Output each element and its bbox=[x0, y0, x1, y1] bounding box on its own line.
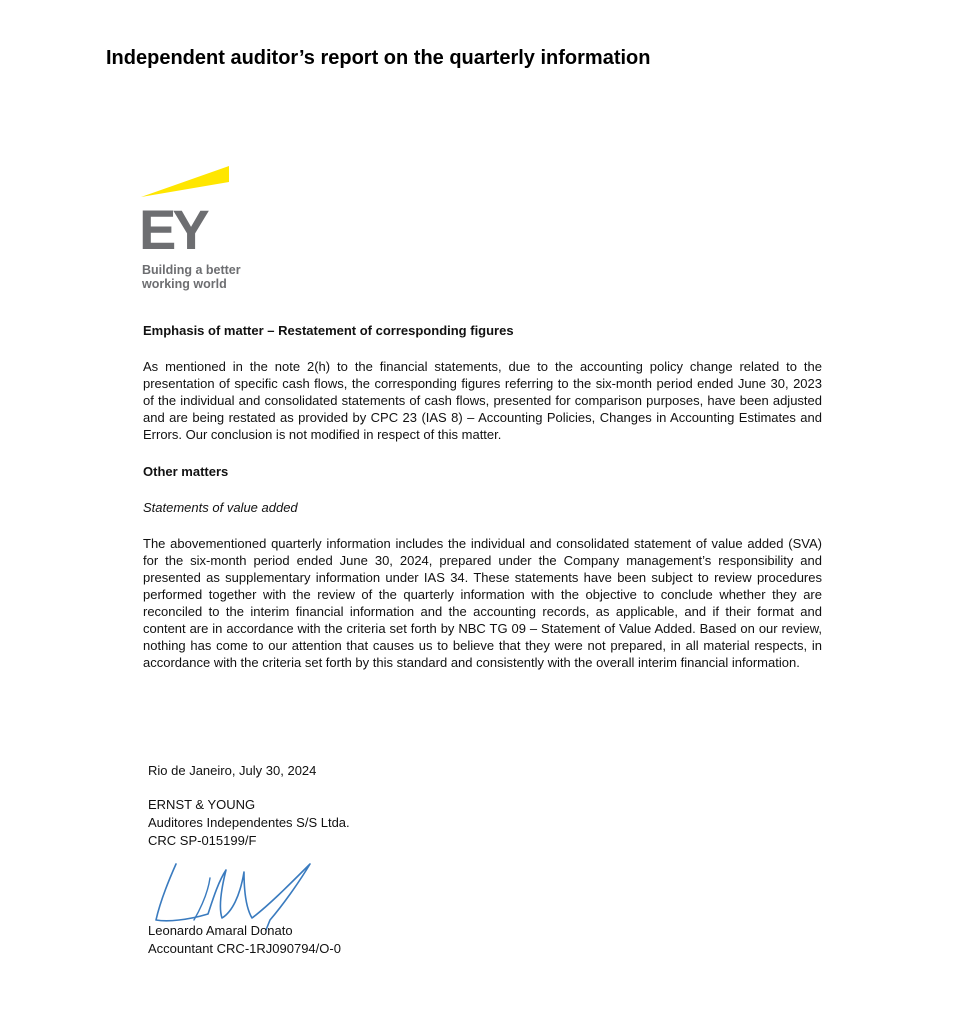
page-title: Independent auditor’s report on the quarterly information bbox=[106, 47, 651, 69]
place-date: Rio de Janeiro, July 30, 2024 bbox=[148, 763, 317, 778]
signer-block bbox=[148, 922, 341, 958]
sva-subheading: Statements of value added bbox=[143, 500, 298, 515]
ey-logo-letters: EY bbox=[139, 198, 206, 261]
emphasis-heading: Emphasis of matter – Restatement of corresponding figures bbox=[143, 323, 514, 338]
firm-name: ERNST & YOUNG bbox=[148, 797, 256, 812]
other-matters-heading: Other matters bbox=[143, 464, 229, 479]
firm-registration: CRC SP-015199/F bbox=[148, 833, 257, 848]
closing-block bbox=[148, 762, 350, 850]
ey-logo bbox=[141, 165, 261, 295]
report-body bbox=[143, 322, 822, 671]
ey-tagline-line-1: Building a better bbox=[142, 263, 241, 277]
ey-logo-tagline bbox=[142, 263, 241, 291]
firm-legal-name: Auditores Independentes S/S Ltda. bbox=[148, 815, 350, 830]
ey-logo-bar-icon bbox=[141, 165, 231, 199]
signer-name: Leonardo Amaral Donato bbox=[148, 923, 293, 938]
ey-tagline-line-2: working world bbox=[142, 277, 227, 291]
emphasis-paragraph: As mentioned in the note 2(h) to the financial statements, due to the accounting policy change related to the presentation of specific cash flows, the corresponding figures referring to the six-month period ended June 30, 2023 of the individual and consolidated statements of cash flows, presented for comparison purposes, have been adjusted and are being restated as provided by CPC 23 (IAS 8) – Accounting Policies, Changes in Accounting Estimates and Errors. Our conclusion is not modified in respect of this matter. bbox=[143, 359, 822, 442]
signer-title: Accountant CRC-1RJ090794/O-0 bbox=[148, 941, 341, 956]
sva-paragraph: The abovementioned quarterly information includes the individual and consolidated statement of value added (SVA) for the six-month period ended June 30, 2024, prepared under the Company management’s responsibility and presented as supplementary information under IAS 34. These statements have been subject to review procedures performed together with the review of the quarterly information with the objective to conclude whether they are reconciled to the interim financial information and the accounting records, as applicable, and if their format and content are in accordance with the criteria set forth by NBC TG 09 – Statement of Value Added. Based on our review, nothing has come to our attention that causes us to believe that they were not prepared, in all material respects, in accordance with the criteria set forth by this standard and consistently with the overall interim financial information. bbox=[143, 536, 822, 670]
